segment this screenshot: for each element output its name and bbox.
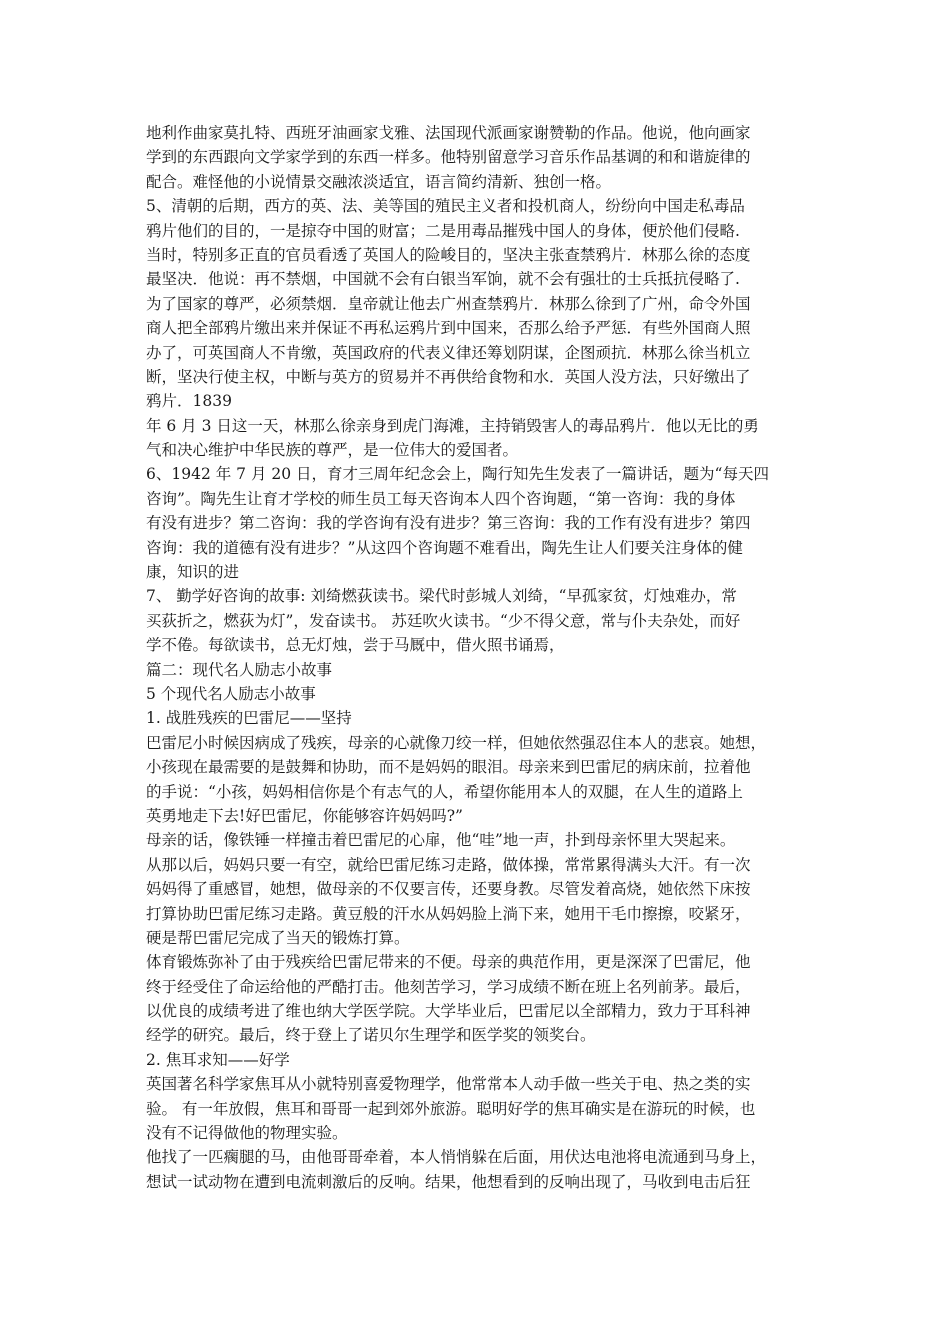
text-line: 硬是帮巴雷尼完成了当天的锻炼打算。	[146, 928, 410, 947]
text-line: 学到的东西跟向文学家学到的东西一样多。他特别留意学习音乐作品基调的和和谐旋律的	[146, 148, 751, 167]
text-line: 6、1942 年 7 月 20 日，育才三周年纪念会上，陶行知先生发表了一篇讲话，题为“每天四	[146, 465, 769, 484]
text-line: 康，知识的进	[146, 563, 240, 582]
text-line: 年 6 月 3 日这一天，林那么徐亲身到虎门海滩，主持销毁害人的毒品鸦片．他以无比的勇	[146, 416, 759, 435]
text-line: 地利作曲家莫扎特、西班牙油画家戈雅、法国现代派画家谢赞勒的作品。他说，他向画家	[146, 124, 751, 142]
text-line: 妈妈得了重感冒，她想，做母亲的不仅要言传，还要身教。尽管发着高烧，她依然下床按	[146, 880, 751, 899]
document-body	[146, 121, 810, 1194]
text-line: 终于经受住了命运给他的严酷打击。他刻苦学习，学习成绩不断在班上名列前茅。最后，	[146, 977, 751, 996]
text-line: 7、 勤学好咨询的故事: 刘绮燃荻读书。梁代时彭城人刘绮，“早孤家贫，灯烛难办，常	[146, 587, 737, 606]
text-line: 气和决心维护中华民族的尊严，是一位伟大的爱国者。	[146, 441, 519, 460]
text-line: 的手说：“小孩，妈妈相信你是个有志气的人，希望你能用本人的双腿，在人生的道路上	[146, 782, 743, 801]
text-line: 最坚决．他说：再不禁烟，中国就不会有白银当军饷，就不会有强壮的士兵抵抗侵略了.	[146, 270, 740, 289]
text-line: 1. 战胜残疾的巴雷尼——坚持	[146, 709, 352, 728]
text-line: 2. 焦耳求知——好学	[146, 1050, 290, 1069]
text-line: 买荻折之，燃荻为灯”，发奋读书。 苏廷吹火读书。“少不得父意，常与仆夫杂处，而好	[146, 611, 741, 630]
text-line: 体育锻炼弥补了由于残疾给巴雷尼带来的不便。母亲的典范作用，更是深深了巴雷尼，他	[146, 953, 751, 972]
text-line: 当时，特别多正直的官员看透了英国人的险峻目的，坚决主张查禁鸦片．林那么徐的态度	[146, 245, 751, 264]
text-line: 以优良的成绩考进了维也纳大学医学院。大学毕业后，巴雷尼以全部精力，致力于耳科神	[146, 1002, 751, 1021]
text-line: 配合。难怪他的小说情景交融浓淡适宜，语言简约清新、独创一格。	[146, 172, 612, 191]
text-line: 有没有进步？第二咨询：我的学咨询有没有进步？第三咨询：我的工作有没有进步？第四	[146, 514, 751, 533]
text-line: 没有不记得做他的物理实验。	[146, 1124, 348, 1143]
text-line: 学不倦。每欲读书，总无灯烛，尝于马厩中，借火照书诵焉，	[146, 636, 565, 655]
text-line: 鸦片他们的目的，一是掠夺中国的财富；二是用毒品摧残中国人的身体，便於他们侵略.	[146, 221, 740, 240]
text-line: 5、清朝的后期，西方的英、法、美等国的殖民主义者和投机商人，纷纷向中国走私毒品	[146, 197, 745, 216]
text-line: 英勇地走下去!好巴雷尼，你能够容许妈妈吗?”	[146, 806, 463, 825]
text-line: 想试一试动物在遭到电流刺激后的反响。结果，他想看到的反响出现了，马收到电击后狂	[146, 1172, 751, 1191]
text-line: 咨询：我的道德有没有进步？”从这四个咨询题不难看出，陶先生让人们要关注身体的健	[146, 538, 743, 557]
text-line: 母亲的话，像铁锤一样撞击着巴雷尼的心扉，他“哇”地一声，扑到母亲怀里大哭起来。	[146, 831, 736, 850]
text-line: 打算协助巴雷尼练习走路。黄豆般的汗水从妈妈脸上淌下来，她用干毛巾擦擦，咬紧牙，	[146, 904, 751, 923]
text-line: 英国著名科学家焦耳从小就特别喜爱物理学，他常常本人动手做一些关于电、热之类的实	[146, 1075, 751, 1094]
text-line: 商人把全部鸦片缴出来并保证不再私运鸦片到中国来，否那么给予严惩．有些外国商人照	[146, 319, 751, 338]
text-line: 5 个现代名人励志小故事	[146, 684, 316, 703]
text-line: 为了国家的尊严，必须禁烟．皇帝就让他去广州查禁鸦片．林那么徐到了广州，命令外国	[146, 294, 751, 313]
text-line: 篇二：现代名人励志小故事	[146, 660, 333, 679]
text-line: 咨询”。陶先生让育才学校的师生员工每天咨询本人四个咨询题，“第一咨询：我的身体	[146, 489, 736, 508]
text-line: 鸦片．1839	[146, 392, 232, 411]
text-line: 巴雷尼小时候因病成了残疾，母亲的心就像刀绞一样，但她依然强忍住本人的悲哀。她想，	[146, 733, 767, 752]
text-line: 验。 有一年放假，焦耳和哥哥一起到郊外旅游。聪明好学的焦耳确实是在游玩的时候，也	[146, 1099, 756, 1118]
text-line: 小孩现在最需要的是鼓舞和协助，而不是妈妈的眼泪。母亲来到巴雷尼的病床前，拉着他	[146, 758, 751, 777]
text-line: 断，坚决行使主权，中断与英方的贸易并不再供给食物和水．英国人没方法，只好缴出了	[146, 367, 751, 386]
text-line: 办了，可英国商人不肯缴，英国政府的代表义律还筹划阴谋，企图顽抗．林那么徐当机立	[146, 343, 751, 362]
text-line: 从那以后，妈妈只要一有空，就给巴雷尼练习走路，做体操，常常累得满头大汗。有一次	[146, 855, 751, 874]
text-line: 他找了一匹瘸腿的马，由他哥哥牵着，本人悄悄躲在后面，用伏达电池将电流通到马身上，	[146, 1148, 767, 1167]
text-line: 经学的研究。最后，终于登上了诺贝尔生理学和医学奖的领奖台。	[146, 1026, 596, 1045]
